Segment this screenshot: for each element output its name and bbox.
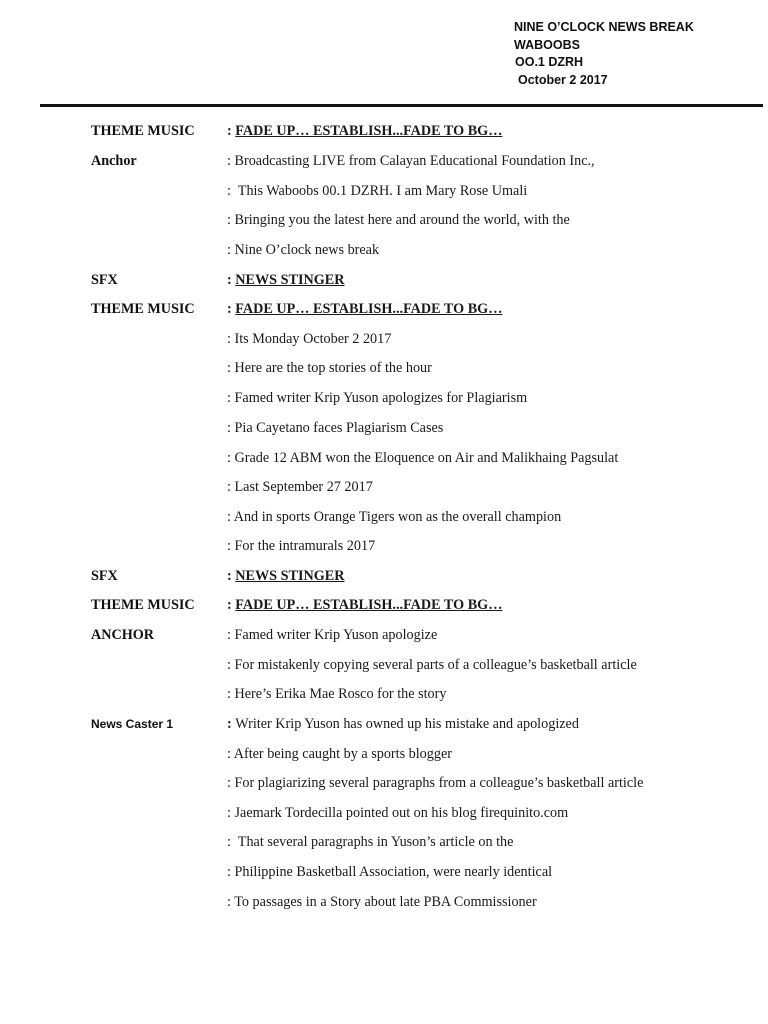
colon-separator: : [227,123,236,139]
colon-separator: : [227,834,235,850]
script-row [0,892,768,912]
script-row [0,448,768,468]
header-show-name: WABOOBS [514,37,580,52]
script-line [227,329,391,349]
colon-separator: : [227,597,236,613]
header-divider [40,104,763,107]
colon-separator: : [227,479,235,495]
cue-text [227,121,502,141]
line-text: And in sports Orange Tigers won as the overall champion [233,509,562,525]
cue-text [227,595,502,615]
colon-separator: : [227,538,235,554]
line-text: After being caught by a sports blogger [233,746,452,762]
script-line [227,744,452,764]
speaker-label: THEME MUSIC [91,301,195,317]
speaker-label: SFX [91,568,118,584]
colon-separator: : [227,390,235,406]
speaker-label: News Caster 1 [91,717,174,731]
script-row [0,477,768,497]
script-line [227,684,446,704]
script-row [0,418,768,438]
line-text: Famed writer Krip Yuson apologize [234,627,438,643]
line-text: This Waboobs 00.1 DZRH. I am Mary Rose Umali [234,183,528,199]
colon-separator: : [227,775,235,791]
script-line [227,773,643,793]
script-row [0,270,768,290]
speaker-label: SFX [91,272,118,288]
script-row [0,803,768,823]
script-row [0,536,768,556]
script-line [227,625,437,645]
script-line [227,151,595,171]
script-row [0,862,768,882]
cue-text [227,299,502,319]
script-line [227,803,568,823]
script-row [0,358,768,378]
colon-separator: : [227,686,235,702]
script-line [227,448,618,468]
script-line [227,536,375,556]
speaker-label: Anchor [91,153,137,169]
script-row [0,773,768,793]
script-line [227,181,527,201]
script-row [0,744,768,764]
cue-label: FADE UP… ESTABLISH...FADE TO BG… [235,301,503,317]
script-row [0,566,768,586]
colon-separator: : [227,509,234,525]
document-header [514,19,694,89]
script-row [0,299,768,319]
script-line [227,388,527,408]
script-row [0,151,768,171]
script-line [227,477,373,497]
cue-text [227,566,344,586]
line-text: Last September 27 2017 [234,479,373,495]
line-text: Broadcasting LIVE from Calayan Educational Foundation Inc., [234,153,595,169]
cue-text [227,270,344,290]
colon-separator: : [227,864,235,880]
script-row [0,240,768,260]
header-program-title: NINE O’CLOCK NEWS BREAK [514,20,694,34]
script-row [0,625,768,645]
line-text: Philippine Basketball Association, were nearly identical [234,864,553,880]
colon-separator: : [227,183,235,199]
header-date: October 2 2017 [518,72,608,87]
colon-separator: : [227,894,235,910]
colon-separator: : [227,450,235,466]
colon-separator: : [227,568,236,584]
line-text: Nine O’clock news break [234,242,380,258]
colon-separator: : [227,301,236,317]
script-row [0,507,768,527]
line-text: Bringing you the latest here and around the world, with the [234,212,570,228]
colon-separator: : [227,420,235,436]
cue-label: NEWS STINGER [235,272,345,288]
colon-separator: : [227,805,235,821]
script-row [0,655,768,675]
script-line [227,210,570,230]
line-text: Here are the top stories of the hour [234,360,432,376]
script-line [227,507,561,527]
line-text: Here’s Erika Mae Rosco for the story [234,686,447,702]
header-station: OO.1 DZRH [515,55,584,69]
cue-label: FADE UP… ESTABLISH...FADE TO BG… [235,597,503,613]
script-line [227,714,579,734]
colon-separator: : [227,153,235,169]
line-text: Grade 12 ABM won the Eloquence on Air and Malikhaing Pagsulat [234,450,619,466]
colon-separator: : [227,212,235,228]
script-row [0,121,768,141]
script-row [0,388,768,408]
script-line [227,358,432,378]
line-text: Jaemark Tordecilla pointed out on his blog firequinito.com [234,805,569,821]
script-line [227,892,537,912]
script-row [0,329,768,349]
speaker-label: THEME MUSIC [91,123,195,139]
line-text: Its Monday October 2 2017 [234,331,392,347]
colon-separator: : [227,272,236,288]
script-row [0,595,768,615]
line-text: That several paragraphs in Yuson’s article on the [234,834,514,850]
speaker-label: THEME MUSIC [91,597,195,613]
line-text: Pia Cayetano faces Plagiarism Cases [234,420,444,436]
line-text: Famed writer Krip Yuson apologizes for Plagiarism [234,390,528,406]
script-row [0,714,768,734]
colon-separator: : [227,331,235,347]
line-text: For the intramurals 2017 [234,538,376,554]
colon-separator: : [227,360,235,376]
script-row [0,210,768,230]
line-text: To passages in a Story about late PBA Commissioner [234,894,537,910]
script-row [0,181,768,201]
script-line [227,418,443,438]
colon-separator: : [227,657,235,673]
speaker-label: ANCHOR [91,627,155,643]
cue-label: FADE UP… ESTABLISH...FADE TO BG… [235,123,503,139]
line-text: Writer Krip Yuson has owned up his mistake and apologized [235,716,579,732]
script-line [227,655,637,675]
cue-label: NEWS STINGER [235,568,345,584]
script-row [0,684,768,704]
script-row [0,832,768,852]
colon-separator: : [227,746,234,762]
colon-separator: : [227,242,235,258]
script-line [227,240,379,260]
line-text: For mistakenly copying several parts of a colleague’s basketball article [234,657,637,673]
script-line [227,862,552,882]
script-line [227,832,513,852]
colon-separator: : [227,627,235,643]
line-text: For plagiarizing several paragraphs from a colleague’s basketball article [234,775,644,791]
colon-separator: : [227,716,236,732]
